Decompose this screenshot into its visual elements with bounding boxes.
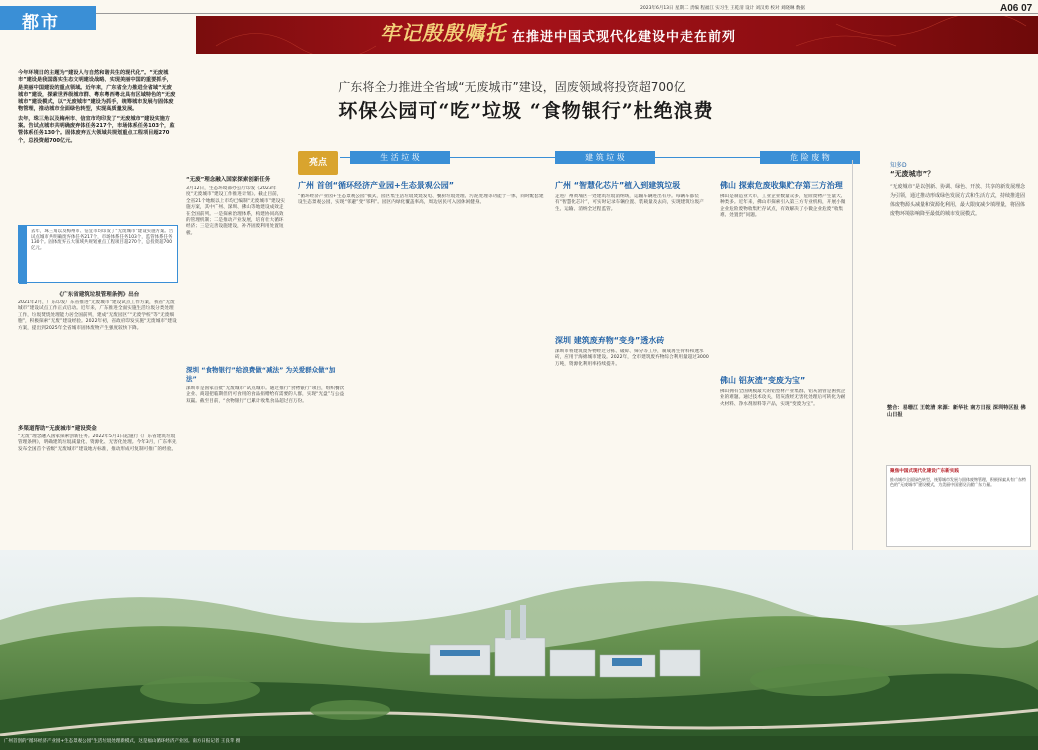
sidebar-label: 知多D bbox=[890, 162, 907, 169]
highlights-badge: 亮点 bbox=[298, 151, 338, 175]
sidebar-question: “无废城市”？ bbox=[890, 170, 935, 178]
aerial-photo bbox=[0, 550, 1038, 750]
col2-body-a: 3月12日，生态环境部办公厅印发《2023年度“无废城市”建设工作推进计划》。截止目前，全省21个地级以上市均已编制“无废城市”建设实施方案，其中广州、深圳、佛山等地建设成效走在全国前列。一是探索治理体系，构建协同高效的管理机制；二是推动产业发展，培育壮大循环经济；三是完善设施建设，补齐固废利用处置短板。 bbox=[186, 186, 286, 236]
section-title: 都市 bbox=[0, 6, 96, 30]
strip-household-waste: 生 活 垃 圾 bbox=[350, 151, 450, 164]
policy-box-accent bbox=[19, 226, 27, 284]
intro-stats: 去年，珠三角以及梅州市、信宜市均印发了“无废城市”建设实施方案。告试点城市共明确废弃体任务217个，市场体系任务103个，监管体系任务130个。固体废弃五大领域共规划重点工程项目超270个，总投资超700亿元。 bbox=[18, 115, 175, 144]
feature-box bbox=[886, 465, 1031, 547]
intro-text: 今年环境日的主题为“建设人与自然和谐共生的现代化”。“无废城市”建设是我国落实生态文明建设战略、实现美丽中国的重要抓手，是美丽中国建设的重点领域。近年来，广东省全力推进全省域“无废城市”建设，探索世界级城市群、粤东粤西粤北具有区域特色的“无废城市”建设模式，以“无废城市”建设为抓手，统筹城市发展与固体废物管理，推动城市全面绿色转型，实现高质量发展。 bbox=[18, 70, 176, 113]
photo-caption: 广州首创的“循环经济产业园+生态景观公园”生活垃圾处理新模式，这是福山循环经济产业园。南方日报记者 王良苹 摄 bbox=[4, 739, 241, 744]
column-2 bbox=[186, 175, 286, 376]
shenzhen-build-body: 深圳市将建筑废弃物经过分拣、破碎、筛分等工序，制成再生骨料和透水砖，应用于海绵城市建设。2022年，全市建筑废弃物综合利用量超过3000万吨，资源化利用率持续提升。 bbox=[555, 349, 709, 367]
policy-box bbox=[18, 225, 178, 283]
article-kicker: 广东将全力推进全省域“无废城市”建设，固废领域将投资超700亿 bbox=[338, 80, 686, 94]
left-column bbox=[18, 290, 178, 554]
foshan-alu-block bbox=[720, 375, 850, 549]
shenzhen-food-subhead: 深圳 “食物银行”给浪费做“减法” 为关爱群众做“加法” bbox=[186, 366, 336, 383]
intro-lead bbox=[18, 70, 176, 145]
sidebar-divider bbox=[852, 160, 853, 550]
foshan-body: 佛山是制造业大市，工业企业数量众多，危险废物产生量大、种类多。近年来，佛山市探索引入第三方专业机构，开展小微企业危险废物收集贮存试点，有效解决了小微企业危废“收集难、处置贵”问题。 bbox=[720, 194, 846, 219]
foshan-alu-subhead: 佛山 铝灰渣“变废为宝” bbox=[720, 376, 806, 385]
guangzhou-build-body: 走进广州黄埔区一处建筑垃圾消纳场，运输车辆进出有序。每辆车都装有“智慧化芯片”，可实时记录车辆位置、装载量及去向，实现建筑垃圾产生、运输、消纳全过程监管。 bbox=[555, 194, 704, 212]
left-subhead-c: 多渠道帮助“无废城市”建设资金 bbox=[18, 426, 97, 432]
foshan-subhead: 佛山 探索危废收集贮存第三方治理 bbox=[720, 181, 843, 190]
dateline: 2023年6月13日 星期二 责编 程福江 实习生 王乾清 设计 刘汉勇 校对 刘晓琳 数据 bbox=[640, 6, 805, 11]
shenzhen-build-block bbox=[555, 335, 710, 529]
col2-subhead: “无废”理念融入国家探索创新任务 bbox=[186, 177, 271, 183]
banner-calligraphy: 牢记殷殷嘱托 bbox=[380, 21, 506, 45]
policy-box-text: 去年，珠三角以及梅州市、信宜市均印发了“无废城市”建设实施方案。告试点城市共明确废弃体任务217个，市场体系任务103个，监管体系任务130个。固体废弃五大领域共规划重点工程项目超270个，总投资超700亿元。 bbox=[31, 229, 174, 251]
shenzhen-build-subhead: 深圳 建筑废弃物“变身”透水砖 bbox=[555, 336, 665, 345]
article-headline: 环保公园可“吃”垃圾 “食物银行”杜绝浪费 bbox=[338, 100, 714, 122]
aerial-photo-illustration bbox=[0, 550, 1038, 750]
guangzhou-body: “循环经济产业园+生态景观公园”模式，园区集生活垃圾焚烧发电、餐厨垃圾处理、污泥处理等功能于一体，同时配套建设生态景观公园，实现“邻避”变“邻利”。园区内绿化覆盖率高，周边居民可入园休闲健身。 bbox=[298, 194, 544, 206]
strip-construction-waste: 建 筑 垃 圾 bbox=[555, 151, 655, 164]
col2-body-b: 深圳市是国家首批“无废城市”试点城市。通过推行“食物银行”项目，组织餐饮企业、商超把临期但仍可食用的食品捐赠给有需要的人群，实现“光盘”与公益双赢。截至目前，“食物银行”已累计收集食品超过百万份。 bbox=[186, 386, 345, 404]
page-number: A06 07 bbox=[1000, 3, 1033, 14]
left-body-a: 2021年2月，广东印发广东省推进“无废城市”建设试点工作方案，我省“无废城市”建设试点工作正式启动。近年来，广东推进全面实施生活垃圾分类处理工作，垃圾焚烧处理能力居全国前列，建成“无废园区”“无废学校”等“无废细胞”，积极探索“无废”建设经验。2022年初，省政府印发实施“无废城市”建设方案，提出到2025年全省城市固体废物产生强度较快下降。 bbox=[18, 300, 177, 331]
banner-tagline: 在推进中国式现代化建设中走在前列 bbox=[512, 30, 737, 45]
guangzhou-build-subhead: 广州 “智慧化芯片”植入到建筑垃圾 bbox=[555, 181, 681, 190]
left-subhead-a: 《广东省建筑垃圾管理条例》出台 bbox=[56, 292, 140, 298]
guangzhou-build-block bbox=[555, 180, 710, 334]
credits: 整合：易珊江 王乾清 来源：新华社 南方日报 深圳特区报 佛山日报 bbox=[887, 405, 1026, 418]
guangzhou-subhead: 广州 首创“循环经济产业园+生态景观公园” bbox=[298, 181, 455, 190]
foshan-block bbox=[720, 180, 850, 374]
feature-box-title: 聚焦中国式现代化建设广东新实践 bbox=[890, 469, 959, 474]
feature-box-body: 推动城市全面绿色转型，统筹城市发展与固体废物管理，积极探索具有广东特色的“无废城市”建设模式，为美丽中国建设贡献广东力量。 bbox=[890, 477, 1026, 488]
strip-hazardous-waste: 危 险 废 物 bbox=[760, 151, 860, 164]
foshan-alu-body: 佛山拥有全国规模最大的铝型材产业集群，铝灰渣曾是困扰企业的难题。通过技术攻关，铝灰渣经无害化处理后可转化为耐火材料、净水剂原料等产品，实现“变废为宝”。 bbox=[720, 389, 846, 407]
page-header bbox=[0, 0, 1038, 54]
sidebar-answer: “无废城市”是以创新、协调、绿色、开放、共享的新发展理念为引领，通过推动形成绿色发展方式和生活方式，持续推进固体废物源头减量和资源化利用，最大限度减少填埋量，将固体废物环境影响降至最低的城市发展模式。 bbox=[890, 184, 1026, 217]
left-body-b: “无废”理念融入国家探索创新任务。2022年5月1日起施行《广东省建筑垃圾管理条例》，明确建筑垃圾减量化、资源化、无害化处理。今年3月，广东率先发布全国首个省级“无废城市”建设地方标准，推动形成可复制可推广的经验。 bbox=[18, 434, 177, 452]
shenzhen-food-block bbox=[186, 365, 346, 551]
guangzhou-block bbox=[298, 180, 548, 374]
